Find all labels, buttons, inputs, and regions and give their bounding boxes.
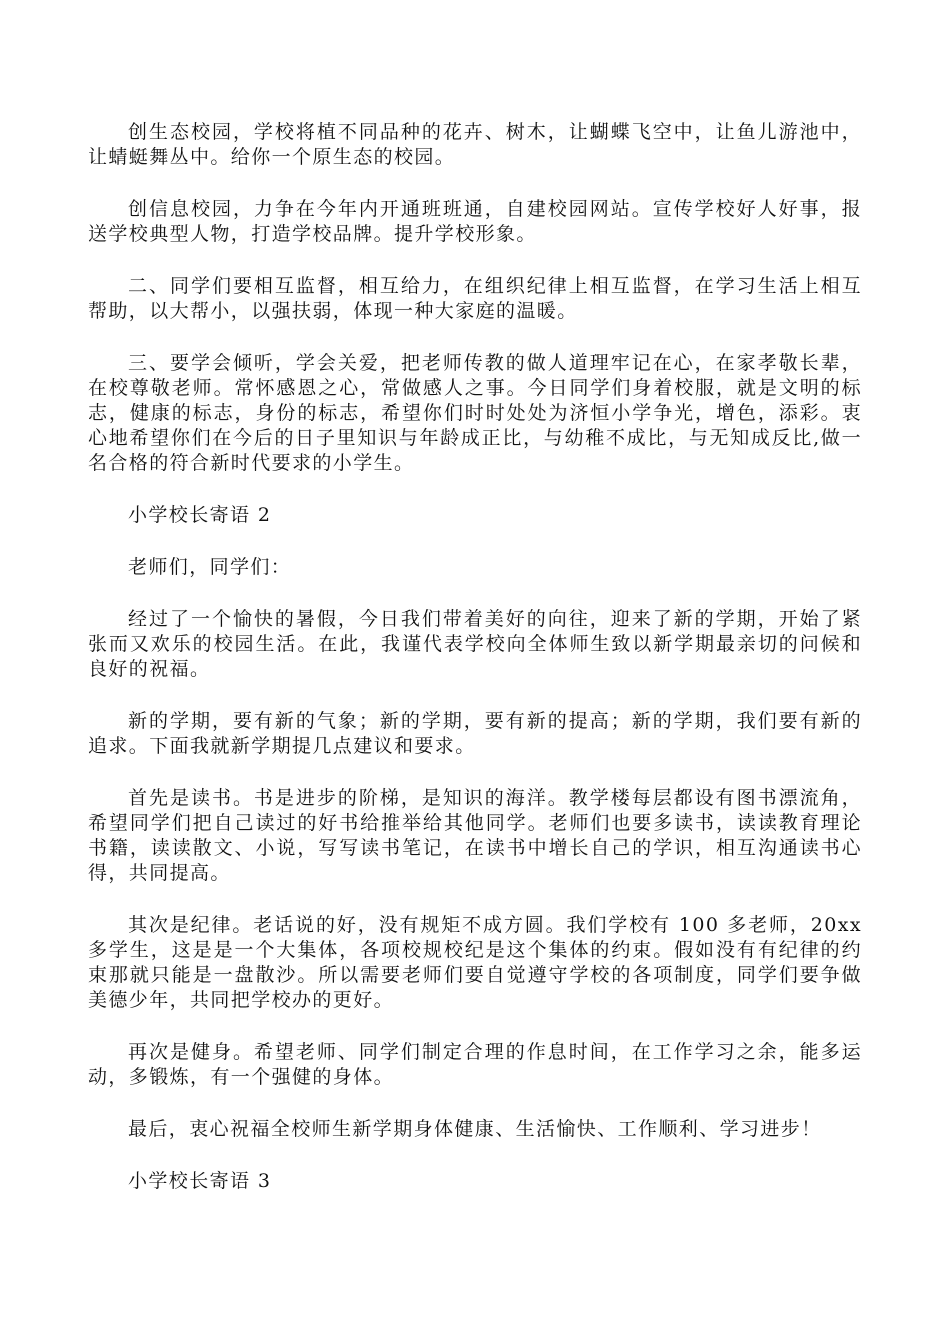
paragraph-fitness: 再次是健身。希望老师、同学们制定合理的作息时间，在工作学习之余，能多运动，多锻炼，有一个强健的身体。	[88, 1041, 862, 1088]
paragraph-eco-campus: 创生态校园，学校将植不同品种的花卉、树木，让蝴蝶飞空中，让鱼儿游池中，让蜻蜓舞丛中。给你一个原生态的校园。	[88, 121, 862, 168]
paragraph-reading: 首先是读书。书是进步的阶梯，是知识的海洋。教学楼每层都设有图书漂流角，希望同学们把自己读过的好书给推举给其他同学。老师们也要多读书，读读教育理论书籍，读读散文、小说，写写读书笔记，在读书中增长自己的学识，相互沟通读书心得，共同提高。	[88, 787, 862, 884]
paragraph-opening: 经过了一个愉快的暑假，今日我们带着美好的向往，迎来了新的学期，开始了紧张而又欢乐的校园生活。在此，我谨代表学校向全体师生致以新学期最亲切的问候和良好的祝福。	[88, 608, 862, 680]
paragraph-point-three: 三、要学会倾听，学会关爱，把老师传教的做人道理牢记在心，在家孝敬长辈，在校尊敬老师。常怀感恩之心，常做感人之事。今日同学们身着校服，就是文明的标志，健康的标志，身份的标志，希望你们时时处处为济恒小学争光，增色，添彩。衷心地希望你们在今后的日子里知识与年龄成正比，与幼稚不成比，与无知成反比,做一名合格的符合新时代要求的小学生。	[88, 352, 862, 474]
paragraph-point-two: 二、同学们要相互监督，相互给力，在组织纪律上相互监督，在学习生活上相互帮助，以大帮小，以强扶弱，体现一种大家庭的温暖。	[88, 275, 862, 322]
section-heading-3: 小学校长寄语 3	[128, 1170, 272, 1192]
paragraph-closing: 最后，衷心祝福全校师生新学期身体健康、生活愉快、工作顺利、学习进步！	[128, 1118, 822, 1140]
document-body	[88, 120, 862, 1221]
section-heading-2: 小学校长寄语 2	[128, 504, 272, 526]
salutation: 老师们，同学们：	[128, 556, 292, 578]
paragraph-new-term: 新的学期，要有新的气象；新的学期，要有新的提高；新的学期，我们要有新的追求。下面我就新学期提几点建议和要求。	[88, 710, 862, 757]
paragraph-discipline: 其次是纪律。老话说的好，没有规矩不成方圆。我们学校有 100 多老师，20xx 多学生，这是是一个大集体，各项校规校纪是这个集体的约束。假如没有有纪律的约束那就只能是一盘散沙。所以需要老师们要自觉遵守学校的各项制度，同学们要争做美德少年，共同把学校办的更好。	[88, 914, 862, 1011]
paragraph-info-campus: 创信息校园，力争在今年内开通班班通，自建校园网站。宣传学校好人好事，报送学校典型人物，打造学校品牌。提升学校形象。	[88, 198, 862, 245]
